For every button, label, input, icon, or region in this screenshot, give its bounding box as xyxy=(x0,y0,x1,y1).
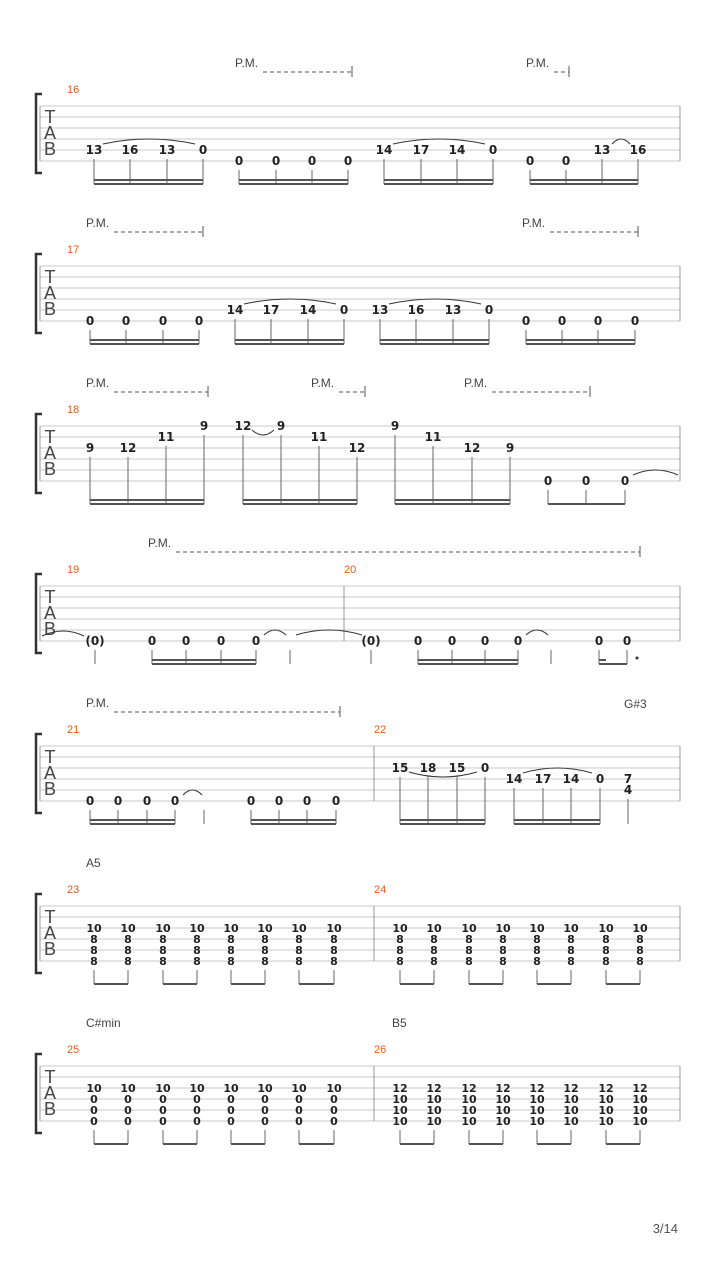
fret-number: 8 xyxy=(159,955,167,968)
fret-number: 8 xyxy=(261,944,269,957)
fret-number: 4 xyxy=(623,783,633,797)
measure-number: 17 xyxy=(67,244,80,256)
fret-number: 9 xyxy=(85,441,95,455)
fret-number: 10 xyxy=(461,1104,477,1117)
fret-number: 8 xyxy=(636,933,644,946)
fret-number: 10 xyxy=(529,922,545,935)
page-number: 3/14 xyxy=(652,1221,678,1236)
measure-number: 24 xyxy=(374,884,387,896)
fret-number: 12 xyxy=(598,1082,614,1095)
tab-clef-letter: T xyxy=(44,747,56,767)
staff-system-3 xyxy=(36,376,680,504)
fret-number: 16 xyxy=(629,143,647,157)
fret-number: 15 xyxy=(391,761,409,775)
fret-number: 0 xyxy=(194,314,204,328)
fret-number: 10 xyxy=(495,1115,511,1128)
fret-number: 8 xyxy=(227,944,235,957)
fret-number: 0 xyxy=(181,634,191,648)
measure-number: 22 xyxy=(374,724,387,736)
fret-number: 10 xyxy=(223,1082,239,1095)
fret-number: 10 xyxy=(598,922,614,935)
palm-mute-label: P.M. xyxy=(148,536,172,550)
palm-mute-label: P.M. xyxy=(86,696,110,710)
fret-number: 8 xyxy=(159,944,167,957)
fret-number: 0 xyxy=(295,1104,303,1117)
fret-number: 10 xyxy=(120,1082,136,1095)
fret-number: 14 xyxy=(562,772,580,786)
fret-number: 8 xyxy=(567,933,575,946)
tab-clef-letter: T xyxy=(44,107,56,127)
slur xyxy=(296,630,362,635)
fret-number: 17 xyxy=(534,772,552,786)
fret-number: 13 xyxy=(593,143,611,157)
tab-clef-letter: A xyxy=(43,763,57,783)
fret-number: 0 xyxy=(159,1093,167,1106)
tab-clef-letter: B xyxy=(43,779,57,799)
fret-number: 10 xyxy=(223,922,239,935)
tab-clef-letter: T xyxy=(44,1067,56,1087)
tab-clef-letter: B xyxy=(43,619,57,639)
fret-number: 10 xyxy=(392,1115,408,1128)
fret-number: 0 xyxy=(193,1093,201,1106)
fret-number: 8 xyxy=(430,955,438,968)
tab-clef-letter: B xyxy=(43,939,57,959)
slur xyxy=(264,630,286,635)
fret-number: 0 xyxy=(261,1115,269,1128)
fret-number: 0 xyxy=(447,634,457,648)
fret-number: 8 xyxy=(261,933,269,946)
fret-number: 17 xyxy=(412,143,430,157)
fret-number: 13 xyxy=(85,143,103,157)
fret-number: 0 xyxy=(227,1104,235,1117)
fret-number: 0 xyxy=(595,772,605,786)
fret-number: 14 xyxy=(505,772,523,786)
fret-number: 14 xyxy=(299,303,317,317)
fret-number: 12 xyxy=(426,1082,442,1095)
fret-number: 8 xyxy=(227,933,235,946)
fret-number: 0 xyxy=(630,314,640,328)
fret-number: 0 xyxy=(339,303,349,317)
tab-clef-letter: T xyxy=(44,587,56,607)
palm-mute-label: P.M. xyxy=(311,376,335,390)
fret-number: 8 xyxy=(330,955,338,968)
fret-number: 8 xyxy=(499,933,507,946)
fret-number: 0 xyxy=(234,154,244,168)
fret-number: 0 xyxy=(193,1104,201,1117)
fret-number: 8 xyxy=(396,933,404,946)
fret-number: 8 xyxy=(636,944,644,957)
fret-number: 0 xyxy=(227,1115,235,1128)
fret-number: 8 xyxy=(330,944,338,957)
fret-number: 0 xyxy=(330,1104,338,1117)
tab-clef-letter: B xyxy=(43,139,57,159)
fret-number: 12 xyxy=(463,441,481,455)
tab-clef-letter: B xyxy=(43,1099,57,1119)
fret-number: 10 xyxy=(461,1093,477,1106)
fret-number: 0 xyxy=(581,474,591,488)
fret-number: 9 xyxy=(276,419,286,433)
fret-number: 10 xyxy=(632,1115,648,1128)
fret-number: 8 xyxy=(124,955,132,968)
fret-number: 10 xyxy=(495,1093,511,1106)
fret-number: 10 xyxy=(291,922,307,935)
fret-number: 10 xyxy=(563,922,579,935)
fret-number: 9 xyxy=(199,419,209,433)
staff-system-6 xyxy=(36,856,680,984)
fret-number: 0 xyxy=(85,314,95,328)
fret-number: 10 xyxy=(529,1104,545,1117)
tab-clef-letter: A xyxy=(43,123,57,143)
fret-number: 0 xyxy=(488,143,498,157)
slur xyxy=(612,139,630,144)
tab-clef-letter: A xyxy=(43,443,57,463)
fret-number: 0 xyxy=(170,794,180,808)
fret-number: 10 xyxy=(155,1082,171,1095)
fret-number: 0 xyxy=(543,474,553,488)
fret-number: 0 xyxy=(413,634,423,648)
fret-number: 11 xyxy=(310,430,328,444)
fret-number: 8 xyxy=(193,933,201,946)
fret-number: 11 xyxy=(157,430,175,444)
fret-number: 0 xyxy=(227,1093,235,1106)
fret-number: 12 xyxy=(348,441,366,455)
fret-number: 8 xyxy=(533,944,541,957)
fret-number: 10 xyxy=(120,922,136,935)
fret-number: 0 xyxy=(302,794,312,808)
fret-number: 10 xyxy=(392,1104,408,1117)
fret-number: 0 xyxy=(521,314,531,328)
slur xyxy=(393,139,485,144)
fret-number: 0 xyxy=(561,154,571,168)
fret-number: 10 xyxy=(189,922,205,935)
tab-clef-letter: T xyxy=(44,427,56,447)
fret-number: 8 xyxy=(159,933,167,946)
fret-number: 13 xyxy=(158,143,176,157)
fret-number: 10 xyxy=(632,922,648,935)
fret-number: 8 xyxy=(465,955,473,968)
fret-number: 10 xyxy=(326,922,342,935)
tab-clef-letter: A xyxy=(43,283,57,303)
fret-number: 10 xyxy=(495,922,511,935)
fret-number: 12 xyxy=(495,1082,511,1095)
slur xyxy=(252,430,274,435)
tab-clef-letter: A xyxy=(43,923,57,943)
measure-number: 16 xyxy=(67,84,80,96)
fret-number: 10 xyxy=(461,1115,477,1128)
fret-number: 8 xyxy=(261,955,269,968)
fret-number: 0 xyxy=(261,1104,269,1117)
fret-number: 8 xyxy=(330,933,338,946)
palm-mute-label: P.M. xyxy=(526,56,550,70)
fret-number: 0 xyxy=(480,761,490,775)
fret-number: 12 xyxy=(461,1082,477,1095)
chord-name: G#3 xyxy=(624,697,647,711)
measure-number: 23 xyxy=(67,884,80,896)
fret-number: 0 xyxy=(121,314,131,328)
fret-number: 0 xyxy=(90,1115,98,1128)
fret-number: 10 xyxy=(86,922,102,935)
tab-clef-letter: T xyxy=(44,907,56,927)
dot xyxy=(636,657,639,660)
fret-number: 8 xyxy=(90,955,98,968)
fret-number: 8 xyxy=(396,944,404,957)
palm-mute-label: P.M. xyxy=(235,56,259,70)
fret-number: 8 xyxy=(295,933,303,946)
fret-number: 12 xyxy=(529,1082,545,1095)
fret-number: 13 xyxy=(371,303,389,317)
fret-number: 0 xyxy=(331,794,341,808)
measure-number: 26 xyxy=(374,1044,387,1056)
fret-number: 0 xyxy=(484,303,494,317)
fret-number: 0 xyxy=(330,1115,338,1128)
chord-name: A5 xyxy=(86,856,101,870)
fret-number: 10 xyxy=(257,922,273,935)
fret-number: 14 xyxy=(375,143,393,157)
fret-number: 0 xyxy=(251,634,261,648)
staff-system-4 xyxy=(36,536,680,664)
fret-number: 0 xyxy=(594,634,604,648)
fret-number: 10 xyxy=(563,1115,579,1128)
staff-system-1 xyxy=(36,56,680,184)
fret-number: 10 xyxy=(563,1093,579,1106)
fret-number: 0 xyxy=(90,1093,98,1106)
tab-clef-letter: T xyxy=(44,267,56,287)
fret-number: 10 xyxy=(326,1082,342,1095)
fret-number: 0 xyxy=(261,1093,269,1106)
fret-number: 11 xyxy=(424,430,442,444)
fret-number: 10 xyxy=(426,922,442,935)
fret-number: 8 xyxy=(124,944,132,957)
slur xyxy=(633,470,678,475)
fret-number: 12 xyxy=(119,441,137,455)
fret-number: 0 xyxy=(620,474,630,488)
fret-number: 10 xyxy=(257,1082,273,1095)
fret-number: 10 xyxy=(189,1082,205,1095)
fret-number: 16 xyxy=(407,303,425,317)
fret-number: 0 xyxy=(480,634,490,648)
measure-number: 25 xyxy=(67,1044,80,1056)
fret-number: 8 xyxy=(396,955,404,968)
fret-number: 10 xyxy=(598,1104,614,1117)
fret-number: 10 xyxy=(426,1093,442,1106)
fret-number: 8 xyxy=(499,955,507,968)
tab-clef-letter: A xyxy=(43,1083,57,1103)
fret-number: 0 xyxy=(90,1104,98,1117)
fret-number: 8 xyxy=(567,944,575,957)
fret-number: 0 xyxy=(147,634,157,648)
fret-number: 10 xyxy=(495,1104,511,1117)
fret-number: 10 xyxy=(529,1093,545,1106)
fret-number: 0 xyxy=(159,1115,167,1128)
fret-number: 12 xyxy=(234,419,252,433)
fret-number: (0) xyxy=(361,634,381,648)
fret-number: 0 xyxy=(193,1115,201,1128)
chord-name: C#min xyxy=(86,1016,121,1030)
fret-number: 10 xyxy=(632,1093,648,1106)
fret-number: 0 xyxy=(124,1093,132,1106)
tab-clef-letter: B xyxy=(43,299,57,319)
fret-number: 10 xyxy=(426,1115,442,1128)
slur xyxy=(526,630,548,635)
fret-number: 0 xyxy=(271,154,281,168)
fret-number: 0 xyxy=(557,314,567,328)
fret-number: 8 xyxy=(193,955,201,968)
chord-name: B5 xyxy=(392,1016,407,1030)
palm-mute-label: P.M. xyxy=(86,216,110,230)
fret-number: 0 xyxy=(246,794,256,808)
fret-number: 0 xyxy=(124,1115,132,1128)
staff-system-5 xyxy=(36,696,680,824)
fret-number: 10 xyxy=(632,1104,648,1117)
fret-number: 8 xyxy=(227,955,235,968)
tab-clef-letter: B xyxy=(43,459,57,479)
tab-clef-letter: A xyxy=(43,603,57,623)
fret-number: 0 xyxy=(216,634,226,648)
fret-number: 0 xyxy=(330,1093,338,1106)
fret-number: 10 xyxy=(155,922,171,935)
fret-number: 0 xyxy=(307,154,317,168)
fret-number: 8 xyxy=(430,944,438,957)
palm-mute-label: P.M. xyxy=(86,376,110,390)
fret-number: 0 xyxy=(85,794,95,808)
fret-number: 9 xyxy=(390,419,400,433)
fret-number: 14 xyxy=(226,303,244,317)
fret-number: 8 xyxy=(499,944,507,957)
measure-number: 19 xyxy=(67,564,80,576)
fret-number: 0 xyxy=(113,794,123,808)
fret-number: 8 xyxy=(193,944,201,957)
fret-number: 0 xyxy=(525,154,535,168)
fret-number: 0 xyxy=(159,1104,167,1117)
staff-system-7 xyxy=(36,1016,680,1144)
staff-system-2 xyxy=(36,216,680,344)
fret-number: 10 xyxy=(392,922,408,935)
slur xyxy=(103,139,195,144)
fret-number: 8 xyxy=(602,955,610,968)
fret-number: 0 xyxy=(343,154,353,168)
fret-number: 17 xyxy=(262,303,280,317)
measure-number: 20 xyxy=(344,564,357,576)
fret-number: 0 xyxy=(295,1093,303,1106)
fret-number: 13 xyxy=(444,303,462,317)
fret-number: 10 xyxy=(426,1104,442,1117)
fret-number: 0 xyxy=(198,143,208,157)
fret-number: 8 xyxy=(533,955,541,968)
fret-number: 10 xyxy=(529,1115,545,1128)
fret-number: 8 xyxy=(636,955,644,968)
fret-number: (0) xyxy=(85,634,105,648)
slur xyxy=(244,299,336,304)
fret-number: 7 xyxy=(623,772,633,786)
fret-number: 8 xyxy=(295,955,303,968)
fret-number: 8 xyxy=(602,944,610,957)
measure-number: 21 xyxy=(67,724,80,736)
fret-number: 0 xyxy=(513,634,523,648)
fret-number: 10 xyxy=(86,1082,102,1095)
fret-number: 0 xyxy=(142,794,152,808)
fret-number: 10 xyxy=(461,922,477,935)
fret-number: 14 xyxy=(448,143,466,157)
fret-number: 10 xyxy=(598,1115,614,1128)
fret-number: 15 xyxy=(448,761,466,775)
fret-number: 16 xyxy=(121,143,139,157)
fret-number: 8 xyxy=(124,933,132,946)
slur xyxy=(183,790,202,795)
fret-number: 12 xyxy=(632,1082,648,1095)
slur xyxy=(389,299,481,304)
fret-number: 8 xyxy=(465,933,473,946)
fret-number: 8 xyxy=(465,944,473,957)
fret-number: 8 xyxy=(295,944,303,957)
fret-number: 10 xyxy=(392,1093,408,1106)
fret-number: 0 xyxy=(295,1115,303,1128)
fret-number: 8 xyxy=(602,933,610,946)
fret-number: 18 xyxy=(419,761,437,775)
fret-number: 8 xyxy=(430,933,438,946)
fret-number: 12 xyxy=(563,1082,579,1095)
palm-mute-label: P.M. xyxy=(522,216,546,230)
fret-number: 0 xyxy=(158,314,168,328)
fret-number: 8 xyxy=(533,933,541,946)
fret-number: 8 xyxy=(90,933,98,946)
palm-mute-label: P.M. xyxy=(464,376,488,390)
fret-number: 8 xyxy=(90,944,98,957)
fret-number: 0 xyxy=(622,634,632,648)
fret-number: 0 xyxy=(124,1104,132,1117)
fret-number: 9 xyxy=(505,441,515,455)
fret-number: 0 xyxy=(274,794,284,808)
fret-number: 12 xyxy=(392,1082,408,1095)
fret-number: 10 xyxy=(291,1082,307,1095)
fret-number: 0 xyxy=(593,314,603,328)
slur xyxy=(523,768,592,773)
fret-number: 10 xyxy=(563,1104,579,1117)
fret-number: 10 xyxy=(598,1093,614,1106)
fret-number: 8 xyxy=(567,955,575,968)
measure-number: 18 xyxy=(67,404,80,416)
